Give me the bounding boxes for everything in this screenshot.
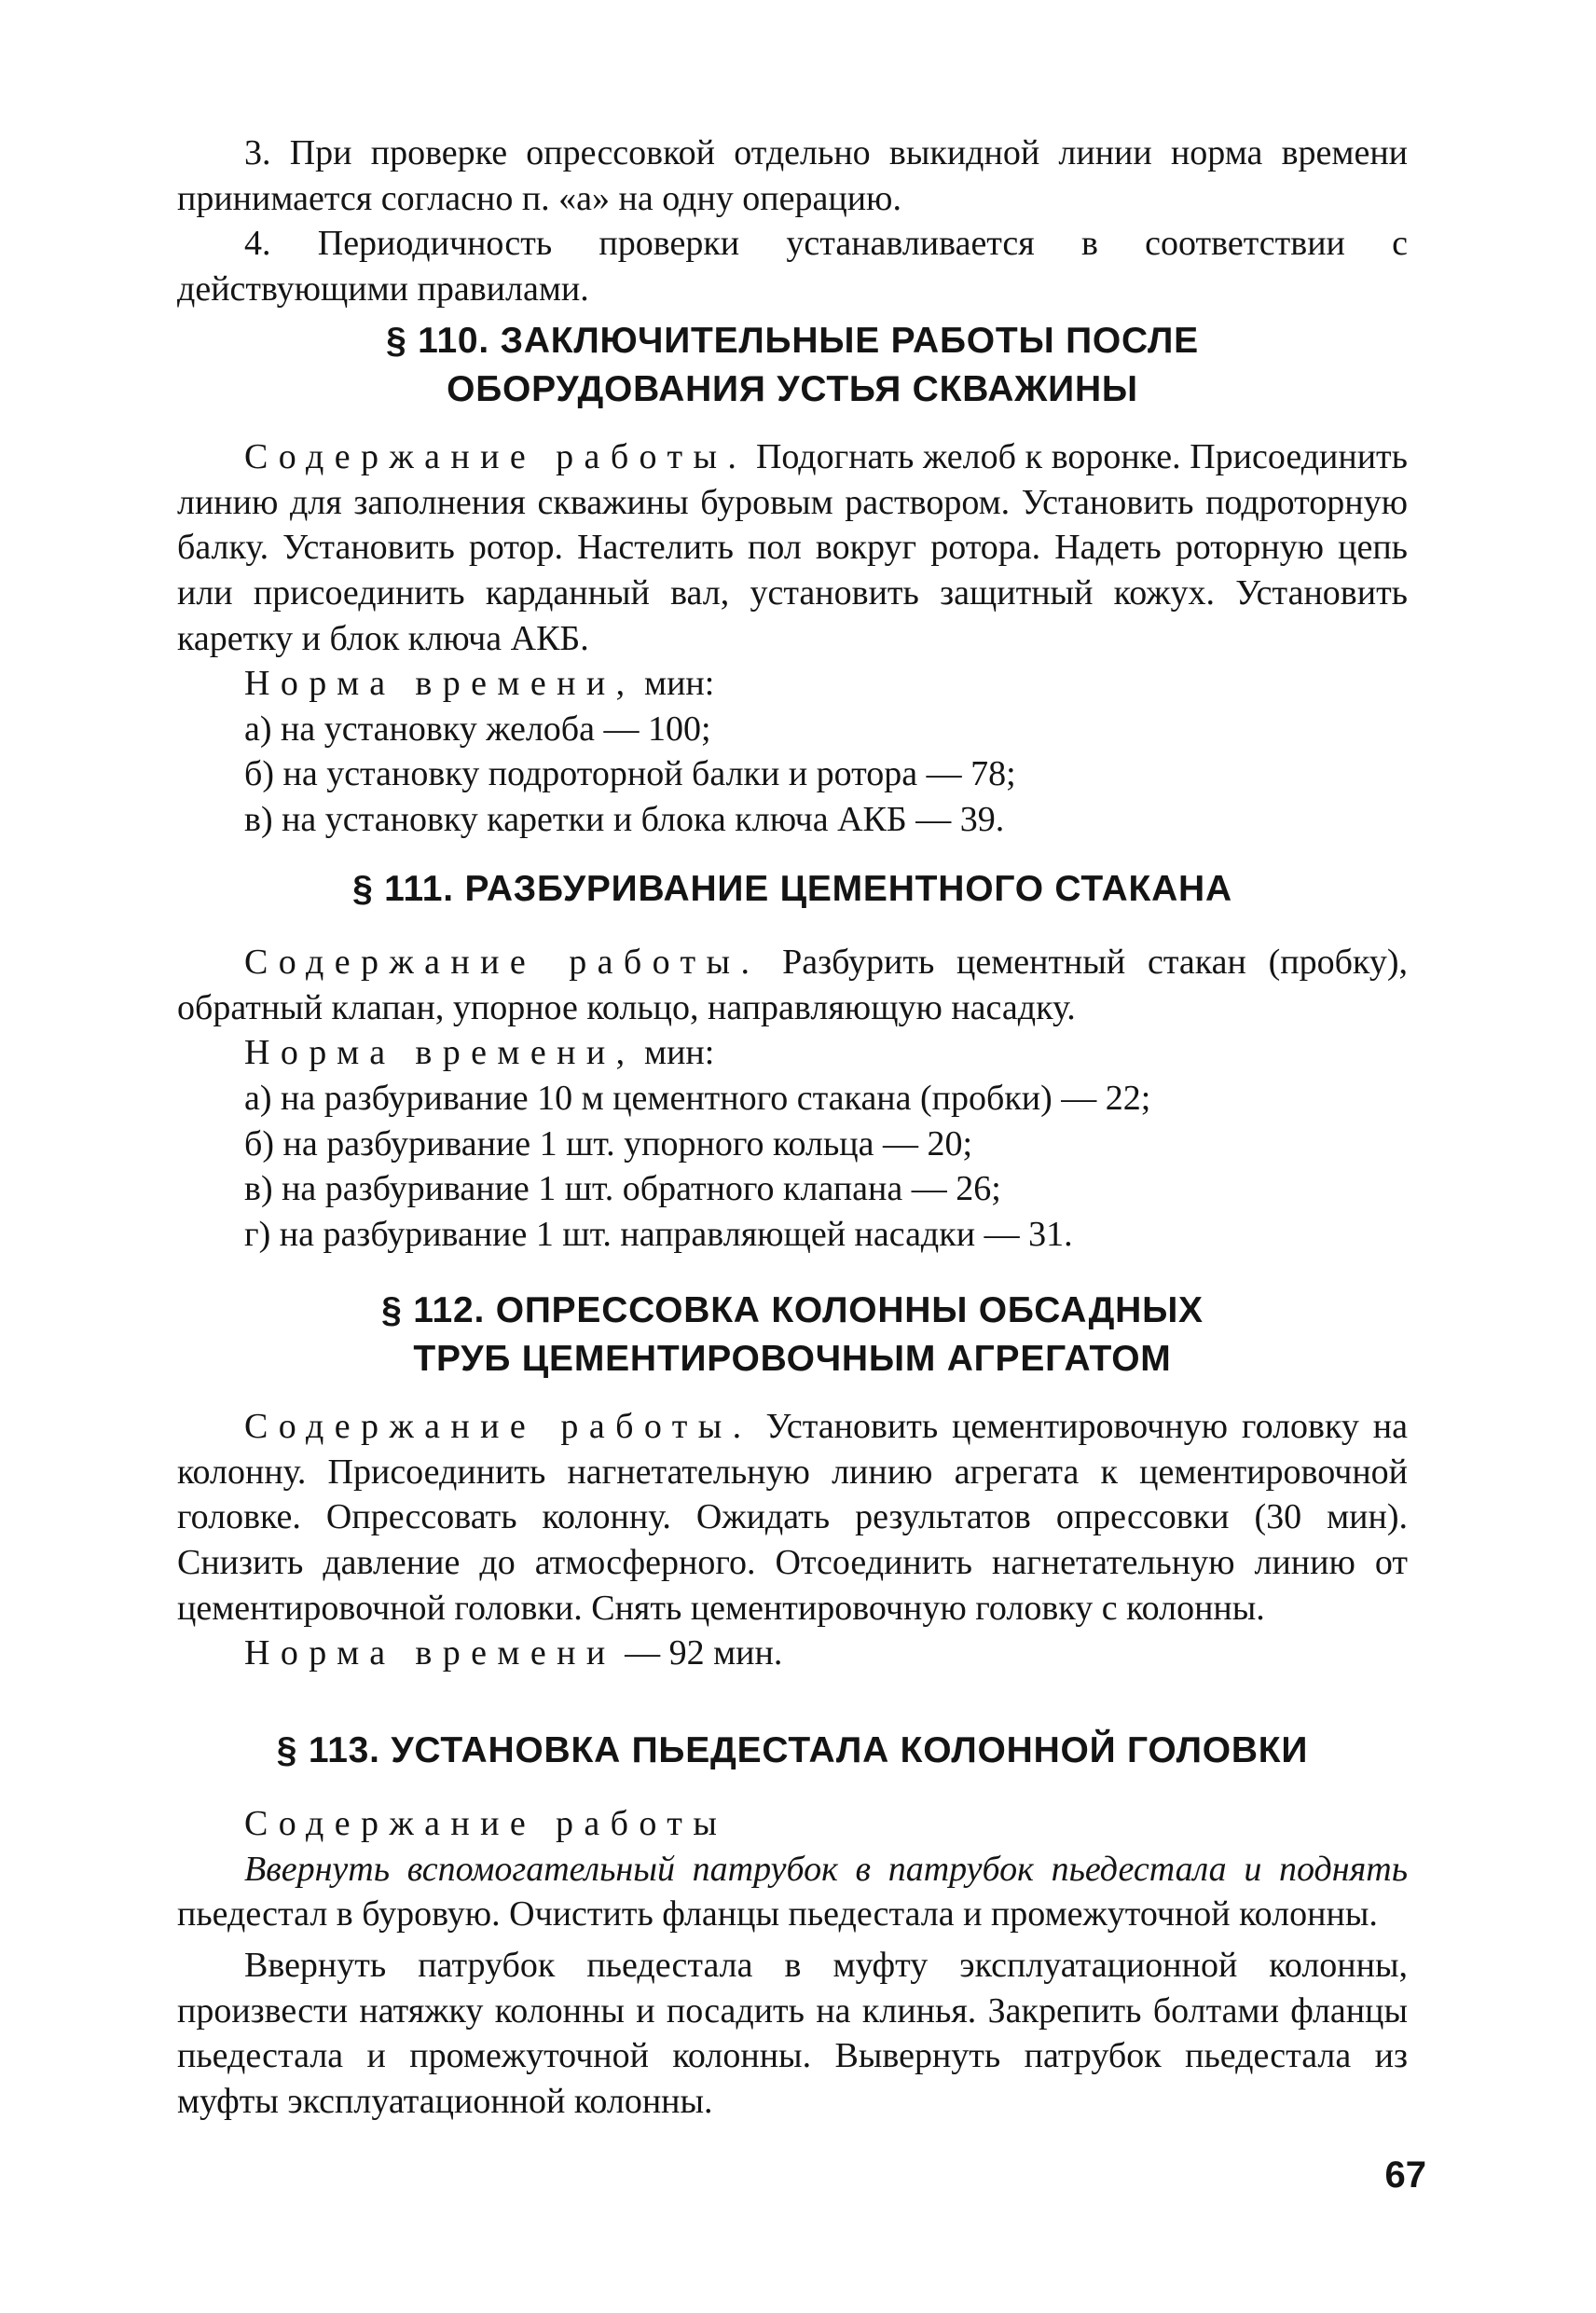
content-label: Содержание работы [244, 1804, 728, 1843]
section-111-content [177, 940, 1408, 1030]
norm-label: Норма времени, [244, 1033, 636, 1073]
list-item: в) на установку каретки и блока ключа АКБ — 39. [244, 800, 1005, 839]
italic-run: Ввернуть вспомогательный патрубок в патрубок пьедестала и поднять [244, 1849, 1408, 1889]
norm-unit: мин: [644, 1033, 715, 1073]
section-112 [177, 1287, 1408, 1384]
list-item: а) на разбуривание 10 м цементного стакана (пробки) — 22; [244, 1078, 1151, 1118]
section-113-body [177, 1801, 1408, 2124]
content-label: Содержание работы. [244, 943, 761, 982]
section-112-body [177, 1404, 1408, 1676]
content-label: Содержание работы. [244, 1407, 752, 1446]
section-110-content [177, 434, 1408, 661]
section-111 [177, 865, 1408, 914]
page-number: 67 [1384, 2155, 1426, 2196]
section-110-body [177, 434, 1408, 843]
norm-value: — 92 мин. [625, 1633, 783, 1673]
section-112-content [177, 1404, 1408, 1631]
section-113-content-label [177, 1801, 1408, 1847]
notes-block [177, 131, 1408, 312]
content-label: Содержание работы. [244, 437, 748, 476]
section-111-body [177, 940, 1408, 1257]
content-text: Установить цементировочную головку на колонну. Присоединить нагнетательную линию агрегата к цементировочной головке. Опрессовать колонну. Ожидать результатов опрессовки (30 мин). Снизить давление до атмосферного. Отсоединить нагнетательную линию от цементировочной головки. Снять цементировочную головку с колонны. [177, 1407, 1409, 1628]
section-113-paragraph-2: Ввернуть патрубок пьедестала в муфту эксплуатационной колонны, произвести натяжку колонны и посадить на клинья. Закрепить болтами фланцы пьедестала и промежуточной колонны. Вывернуть патрубок пьедестала из муфты эксплуатационной колонны. [177, 1945, 1408, 2121]
section-113 [177, 1727, 1408, 1775]
section-112-norm [177, 1631, 1408, 1676]
content-text: Подогнать желоб к воронке. Присоединить линию для заполнения скважины буровым раствором. Установить подроторную балку. Установить ротор. Настелить пол вокруг ротора. Надеть роторную цепь или присоединить карданный вал, установить защитный кожух. Установить каретку и блок ключа АКБ. [177, 437, 1408, 658]
note-4: 4. Периодичность проверки устанавливается в соответствии с действующими правилами. [177, 224, 1408, 309]
section-110-title: § 110. ЗАКЛЮЧИТЕЛЬНЫЕ РАБОТЫ ПОСЛЕ ОБОРУДОВАНИЯ УСТЬЯ СКВАЖИНЫ [386, 321, 1199, 409]
section-111-title: § 111. РАЗБУРИВАНИЕ ЦЕМЕНТНОГО СТАКАНА [352, 869, 1232, 909]
list-item: а) на установку желоба — 100; [244, 709, 711, 749]
norm-unit: мин: [644, 664, 715, 704]
list-item: в) на разбуривание 1 шт. обратного клапана — 26; [244, 1169, 1001, 1209]
section-111-norm [177, 1030, 1408, 1076]
section-112-title: § 112. ОПРЕССОВКА КОЛОННЫ ОБСАДНЫХ ТРУБ ЦЕМЕНТИРОВОЧНЫМ АГРЕГАТОМ [381, 1290, 1204, 1379]
list-item: г) на разбуривание 1 шт. направляющей насадки — 31. [244, 1214, 1073, 1254]
paragraph-text: пьедестал в буровую. Очистить фланцы пьедестала и промежуточной колонны. [177, 1894, 1378, 1934]
norm-label: Норма времени, [244, 664, 636, 704]
norm-label: Норма времени [244, 1633, 616, 1673]
section-110 [177, 317, 1408, 414]
list-item: б) на разбуривание 1 шт. упорного кольца — 20; [244, 1123, 973, 1163]
content-text: Разбурить цементный стакан (пробку), обратный клапан, упорное кольцо, направляющую насадку. [177, 943, 1408, 1027]
list-item: б) на установку подроторной балки и ротора — 78; [244, 754, 1016, 794]
note-3: 3. При проверке опрессовкой отдельно выкидной линии норма времени принимается согласно п. «а» на одну операцию. [177, 133, 1408, 218]
section-113-title: § 113. УСТАНОВКА ПЬЕДЕСТАЛА КОЛОННОЙ ГОЛОВКИ [276, 1730, 1309, 1770]
section-113-paragraph-1 [177, 1847, 1408, 1937]
section-110-norm [177, 661, 1408, 707]
